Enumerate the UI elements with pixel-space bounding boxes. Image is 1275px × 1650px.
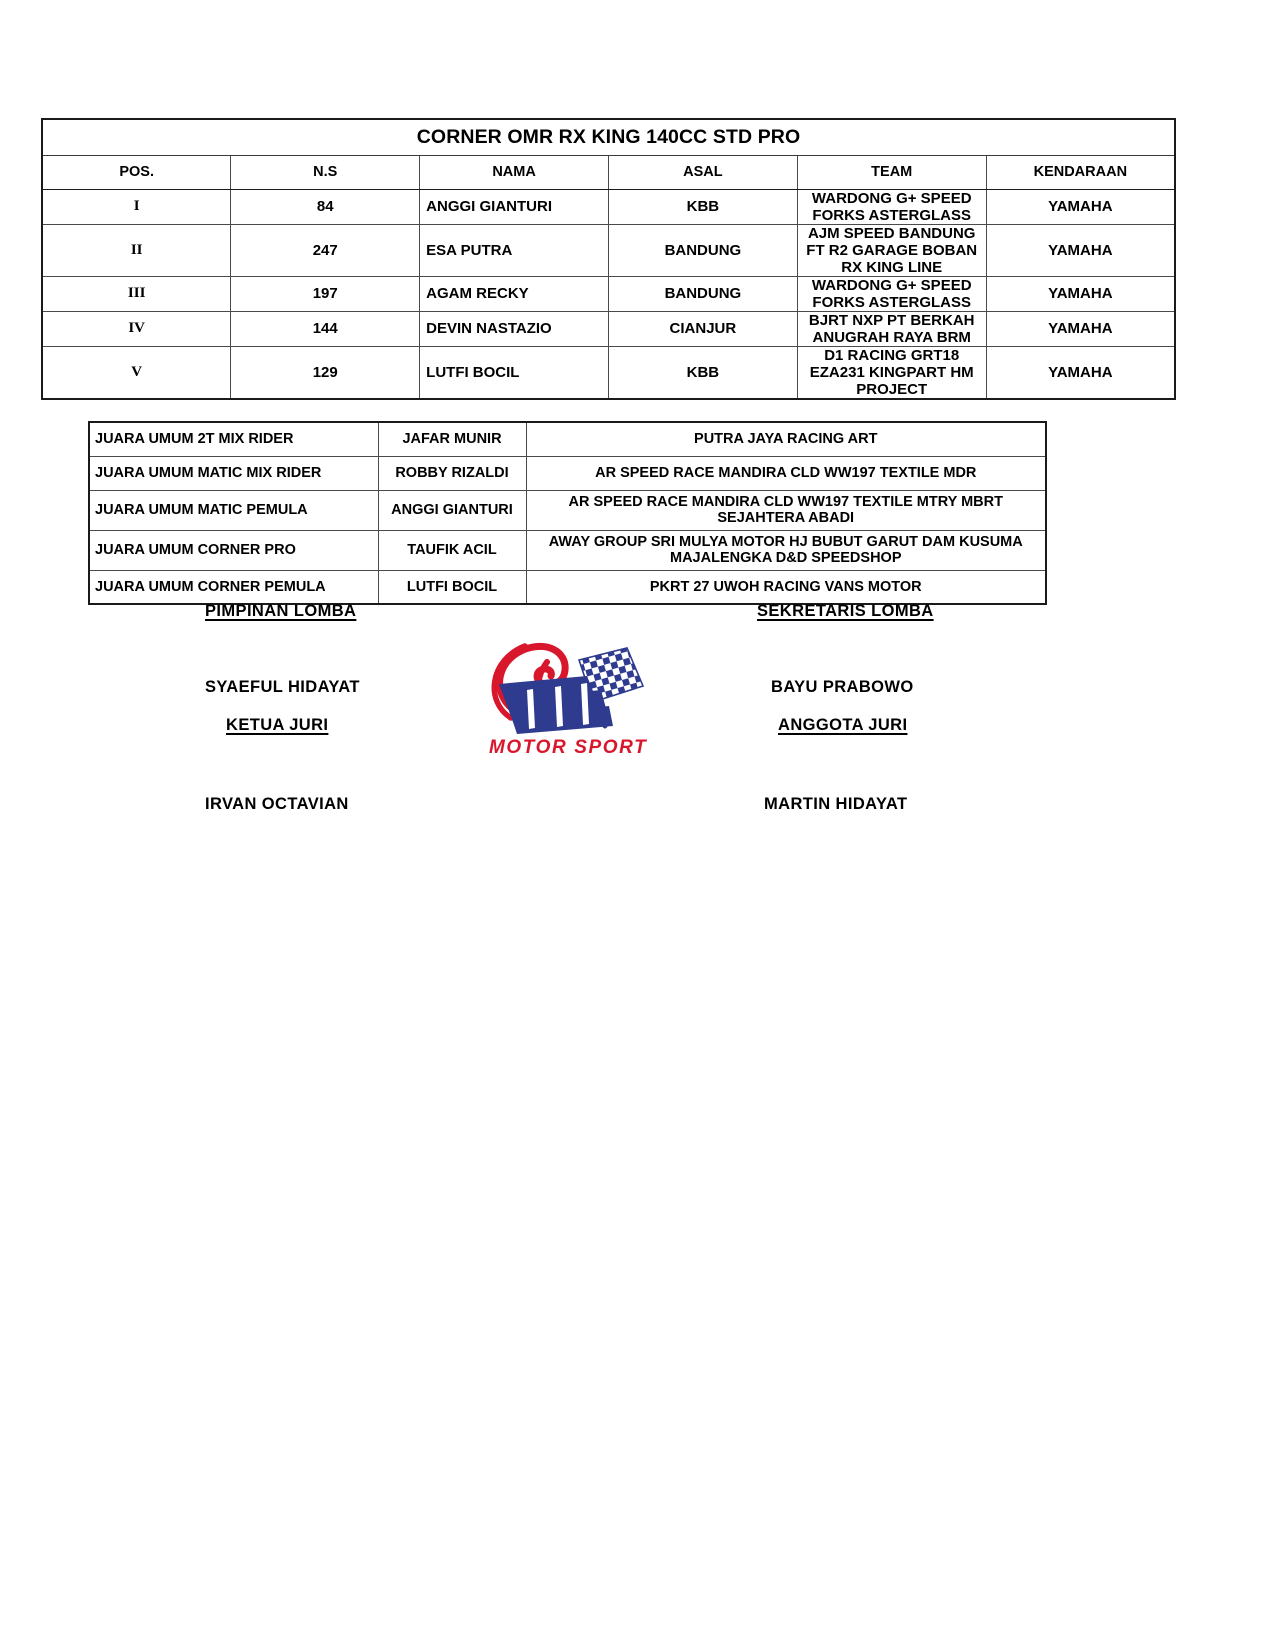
row-position: II [42,224,231,276]
champion-category: JUARA UMUM 2T MIX RIDER [89,422,378,456]
row-team: BJRT NXP PT BERKAH ANUGRAH RAYA BRM [797,311,986,346]
svg-text:MOTOR SPORT: MOTOR SPORT [489,737,648,758]
row-position: III [42,276,231,311]
row-start-number: 197 [231,276,420,311]
champion-team: AR SPEED RACE MANDIRA CLD WW197 TEXTILE MDR [526,456,1046,490]
list-item [89,422,1046,456]
champion-rider: ROBBY RIZALDI [378,456,526,490]
results-header-row [42,155,1175,189]
row-vehicle: YAMAHA [986,311,1175,346]
ketua-juri-name: IRVAN OCTAVIAN [205,795,349,813]
table-row [42,189,1175,224]
table-row [42,311,1175,346]
results-table-container [41,118,1176,400]
row-origin: BANDUNG [608,224,797,276]
overall-champions-table-container [88,421,1045,605]
row-rider-name: AGAM RECKY [420,276,609,311]
pimpinan-lomba-label: PIMPINAN LOMBA [205,602,357,620]
ketua-juri-label: KETUA JURI [226,716,329,734]
champion-category: JUARA UMUM MATIC MIX RIDER [89,456,378,490]
results-table-title: CORNER OMR RX KING 140CC STD PRO [42,119,1175,155]
anggota-juri-label: ANGGOTA JURI [778,716,908,734]
row-origin: KBB [608,189,797,224]
row-rider-name: ESA PUTRA [420,224,609,276]
champion-rider: JAFAR MUNIR [378,422,526,456]
overall-champions-table [88,421,1047,605]
column-header-asal: ASAL [608,155,797,189]
champion-rider: ANGGI GIANTURI [378,490,526,530]
row-team: WARDONG G+ SPEED FORKS ASTERGLASS [797,276,986,311]
row-vehicle: YAMAHA [986,224,1175,276]
row-vehicle: YAMAHA [986,276,1175,311]
row-team: AJM SPEED BANDUNG FT R2 GARAGE BOBAN RX KING LINE [797,224,986,276]
table-row [42,224,1175,276]
row-position: IV [42,311,231,346]
row-rider-name: LUTFI BOCIL [420,346,609,399]
row-position: I [42,189,231,224]
champion-team: AR SPEED RACE MANDIRA CLD WW197 TEXTILE MTRY MBRT SEJAHTERA ABADI [526,490,1046,530]
anggota-juri-name: MARTIN HIDAYAT [764,795,908,813]
champion-rider: LUTFI BOCIL [378,570,526,604]
table-row [42,276,1175,311]
table-row [42,346,1175,399]
row-team: WARDONG G+ SPEED FORKS ASTERGLASS [797,189,986,224]
column-header-ns: N.S [231,155,420,189]
results-table [41,118,1176,400]
row-origin: CIANJUR [608,311,797,346]
champion-team: PKRT 27 UWOH RACING VANS MOTOR [526,570,1046,604]
row-start-number: 84 [231,189,420,224]
results-title-row [42,119,1175,155]
champion-category: JUARA UMUM CORNER PRO [89,530,378,570]
champion-rider: TAUFIK ACIL [378,530,526,570]
column-header-nama: NAMA [420,155,609,189]
jmm-motor-sport-logo-icon [455,640,670,760]
column-header-pos: POS. [42,155,231,189]
sekretaris-lomba-label: SEKRETARIS LOMBA [757,602,934,620]
column-header-kendaraan: KENDARAAN [986,155,1175,189]
row-vehicle: YAMAHA [986,189,1175,224]
champion-category: JUARA UMUM MATIC PEMULA [89,490,378,530]
row-rider-name: ANGGI GIANTURI [420,189,609,224]
column-header-team: TEAM [797,155,986,189]
row-position: V [42,346,231,399]
list-item [89,530,1046,570]
row-start-number: 247 [231,224,420,276]
champion-category: JUARA UMUM CORNER PEMULA [89,570,378,604]
row-start-number: 144 [231,311,420,346]
sekretaris-lomba-name: BAYU PRABOWO [771,678,914,696]
row-origin: BANDUNG [608,276,797,311]
row-rider-name: DEVIN NASTAZIO [420,311,609,346]
champion-team: AWAY GROUP SRI MULYA MOTOR HJ BUBUT GARUT DAM KUSUMA MAJALENGKA D&D SPEEDSHOP [526,530,1046,570]
list-item [89,490,1046,530]
row-origin: KBB [608,346,797,399]
row-start-number: 129 [231,346,420,399]
row-team: D1 RACING GRT18 EZA231 KINGPART HM PROJECT [797,346,986,399]
list-item [89,456,1046,490]
row-vehicle: YAMAHA [986,346,1175,399]
pimpinan-lomba-name: SYAEFUL HIDAYAT [205,678,360,696]
champion-team: PUTRA JAYA RACING ART [526,422,1046,456]
